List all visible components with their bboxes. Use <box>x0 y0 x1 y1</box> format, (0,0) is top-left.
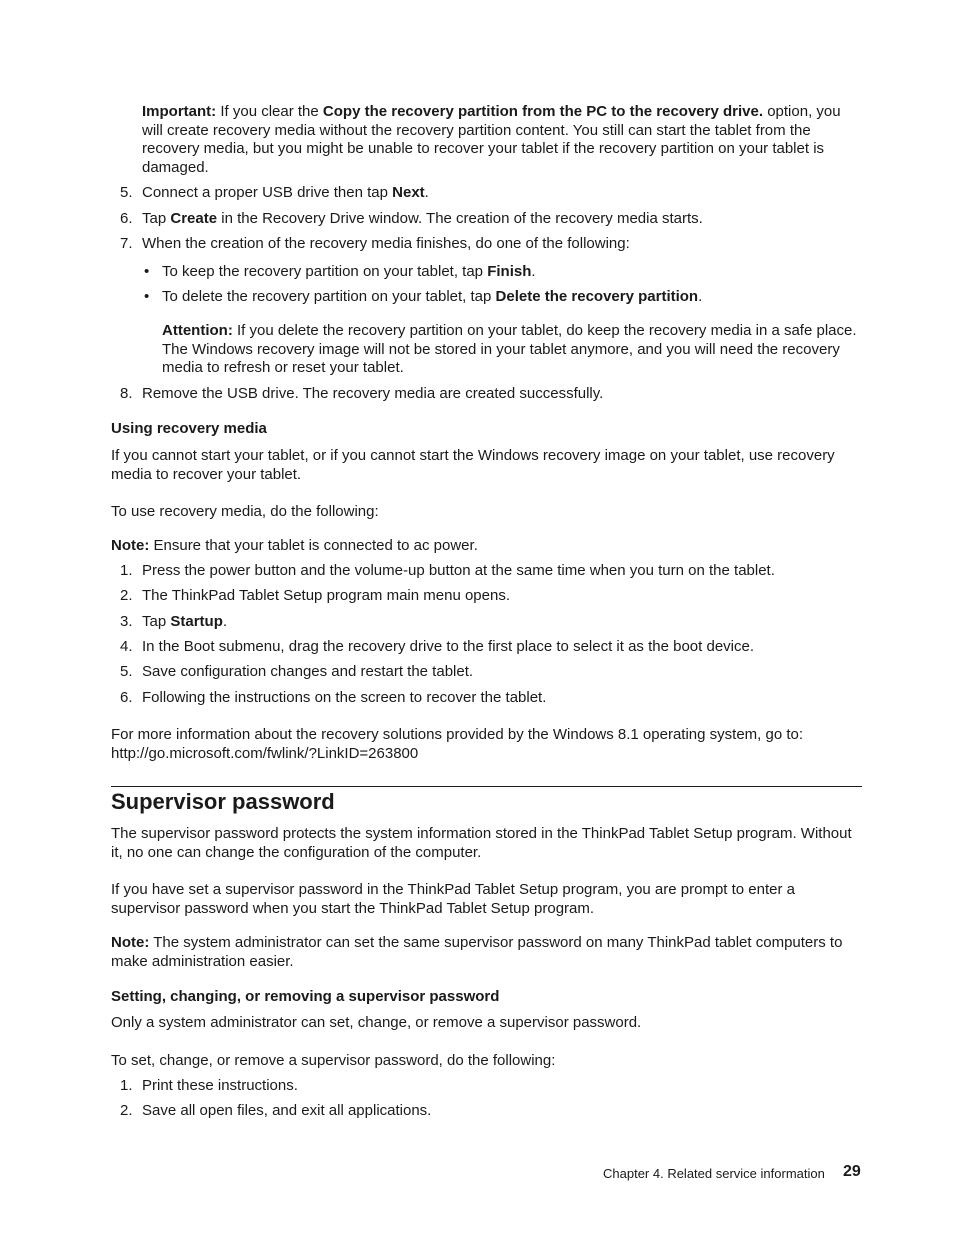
paragraph: To set, change, or remove a supervisor password, do the following: <box>111 1052 556 1069</box>
attention-text: If you delete the recovery partition on your tablet, do keep the recovery media in a safe place. The Windows recovery image will not be stored in your tablet anymore, and you will need the recovery media to refresh or reset your tablet. <box>162 322 857 376</box>
step-number: 4. <box>120 638 133 655</box>
important-bold-option: Copy the recovery partition from the PC to the recovery drive. <box>322 103 764 120</box>
step-number: 3. <box>120 613 133 630</box>
bullet-text: To keep the recovery partition on your tablet, tap Finish. <box>162 263 536 280</box>
section-heading-supervisor-password: Supervisor password <box>111 789 335 814</box>
note-label: Note: <box>111 934 150 951</box>
step-text: When the creation of the recovery media finishes, do one of the following: <box>142 235 630 252</box>
paragraph: The supervisor password protects the system information stored in the ThinkPad Tablet Setup program. Without it, no one can change the configuration of the computer. <box>111 825 852 861</box>
section-divider <box>111 786 862 787</box>
step-text: Remove the USB drive. The recovery media are created successfully. <box>142 385 604 402</box>
page-number: 29 <box>843 1163 861 1180</box>
paragraph: To use recovery media, do the following: <box>111 503 379 520</box>
step-number: 2. <box>120 587 133 604</box>
step-number: 1. <box>120 562 133 579</box>
important-label: Important: <box>142 103 217 120</box>
step-text: Press the power button and the volume-up button at the same time when you turn on the tablet. <box>142 562 775 579</box>
step-number: 5. <box>120 184 133 201</box>
step-text: In the Boot submenu, drag the recovery drive to the first place to select it as the boot device. <box>142 638 755 655</box>
step-number: 6. <box>120 210 133 227</box>
note-label: Note: <box>111 537 150 554</box>
paragraph: If you have set a supervisor password in the ThinkPad Tablet Setup program, you are prompt to enter a supervisor password when you start the ThinkPad Tablet Setup program. <box>111 881 795 917</box>
subsection-heading: Setting, changing, or removing a supervisor password <box>111 988 500 1005</box>
important-text-b: option, you will create recovery media without the recovery partition content. You still can start the tablet from the recovery media, but you might be unable to recover your tablet if the recovery partition on your tablet is damaged. <box>142 103 841 176</box>
step-number: 7. <box>120 235 133 252</box>
paragraph: If you cannot start your tablet, or if you cannot start the Windows recovery image on your tablet, use recovery media to recover your tablet. <box>111 447 835 483</box>
step-text: Tap Startup. <box>142 613 228 630</box>
bullet-text: To delete the recovery partition on your tablet, tap Delete the recovery partition. <box>162 288 703 305</box>
important-text-a: If you clear the <box>220 103 319 120</box>
step-number: 1. <box>120 1077 133 1094</box>
bullet-icon: • <box>144 263 150 280</box>
attention-label: Attention: <box>162 322 233 339</box>
section-heading-using-recovery-media: Using recovery media <box>111 420 267 437</box>
note <box>111 934 863 971</box>
bullet-icon: • <box>144 288 150 305</box>
note-text: The system administrator can set the same supervisor password on many ThinkPad tablet computers to make administration easier. <box>111 934 843 970</box>
attention-note <box>162 322 862 378</box>
important-note <box>142 103 862 177</box>
step-number: 2. <box>120 1102 133 1119</box>
step-number: 5. <box>120 663 133 680</box>
step-number: 8. <box>120 385 133 402</box>
paragraph: Only a system administrator can set, change, or remove a supervisor password. <box>111 1014 642 1031</box>
step-text: Tap Create in the Recovery Drive window. The creation of the recovery media starts. <box>142 210 703 227</box>
step-text: Save all open files, and exit all applications. <box>142 1102 432 1119</box>
step-text: The ThinkPad Tablet Setup program main menu opens. <box>142 587 510 604</box>
step-text: Print these instructions. <box>142 1077 298 1094</box>
note <box>111 537 863 556</box>
more-info-text: For more information about the recovery solutions provided by the Windows 8.1 operating system, go to: <box>111 726 804 743</box>
paragraph-more-info <box>111 726 863 763</box>
note-text: Ensure that your tablet is connected to ac power. <box>153 537 478 554</box>
footer-chapter: Chapter 4. Related service information <box>603 1166 825 1181</box>
step-text: Save configuration changes and restart the tablet. <box>142 663 474 680</box>
step-text: Connect a proper USB drive then tap Next. <box>142 184 429 201</box>
step-number: 6. <box>120 689 133 706</box>
step-text: Following the instructions on the screen to recover the tablet. <box>142 689 547 706</box>
more-info-link[interactable]: http://go.microsoft.com/fwlink/?LinkID=263800 <box>111 744 419 762</box>
